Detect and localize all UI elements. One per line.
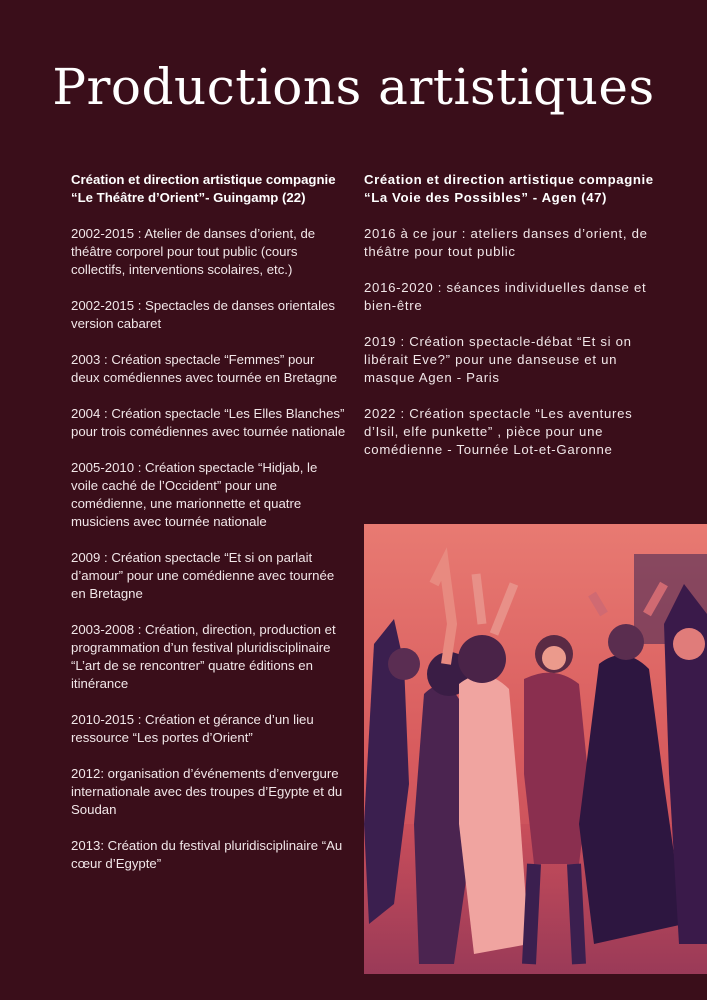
dance-workshop-illustration (364, 524, 707, 974)
left-entry: 2012: organisation d’événements d’envergure internationale avec des troupes d’Egypte et du Soudan (71, 766, 343, 817)
left-entry: 2009 : Création spectacle “Et si on parlait d’amour” pour une comédienne avec tournée en Bretagne (71, 550, 335, 601)
right-column-heading: Création et direction artistique compagnie “La Voie des Possibles” - Agen (47) (364, 172, 654, 205)
page-title: Productions artistiques (52, 58, 655, 116)
right-entry: 2016-2020 : séances individuelles danse et bien-être (364, 280, 647, 313)
left-entry: 2003-2008 : Création, direction, production et programmation d’un festival pluridisciplinaire “L’art de se rencontrer” quatre éditions en itinérance (71, 622, 336, 691)
left-entry: 2010-2015 : Création et gérance d’un lieu ressource “Les portes d’Orient” (71, 712, 314, 745)
left-entry: 2002-2015 : Spectacles de danses orientales version cabaret (71, 298, 335, 331)
right-entry: 2022 : Création spectacle “Les aventures d’Isil, elfe punkette” , pièce pour une comédienne - Tournée Lot-et-Garonne (364, 406, 633, 457)
left-column (71, 171, 346, 891)
left-entry: 2004 : Création spectacle “Les Elles Blanches” pour trois comédiennes avec tournée nationale (71, 406, 346, 439)
dance-workshop-photo (364, 524, 707, 974)
left-entry: 2002-2015 : Atelier de danses d’orient, de théâtre corporel pour tout public (cours collectifs, interventions scolaires, etc.) (71, 226, 316, 277)
right-column (364, 171, 654, 477)
left-entry: 2003 : Création spectacle “Femmes” pour deux comédiennes avec tournée en Bretagne (71, 352, 338, 385)
left-entry: 2005-2010 : Création spectacle “Hidjab, le voile caché de l’Occident” pour une comédienne, une marionnette et quatre musiciens avec tournée nationale (71, 460, 318, 529)
left-entry: 2013: Création du festival pluridisciplinaire “Au cœur d’Egypte” (71, 838, 343, 871)
right-entry: 2019 : Création spectacle-débat “Et si on libérait Eve?” pour une danseuse et un masque Agen - Paris (364, 334, 632, 385)
right-entry: 2016 à ce jour : ateliers danses d’orient, de théâtre pour tout public (364, 226, 648, 259)
left-column-heading: Création et direction artistique compagnie “Le Théâtre d’Orient”- Guingamp (22) (71, 172, 336, 205)
